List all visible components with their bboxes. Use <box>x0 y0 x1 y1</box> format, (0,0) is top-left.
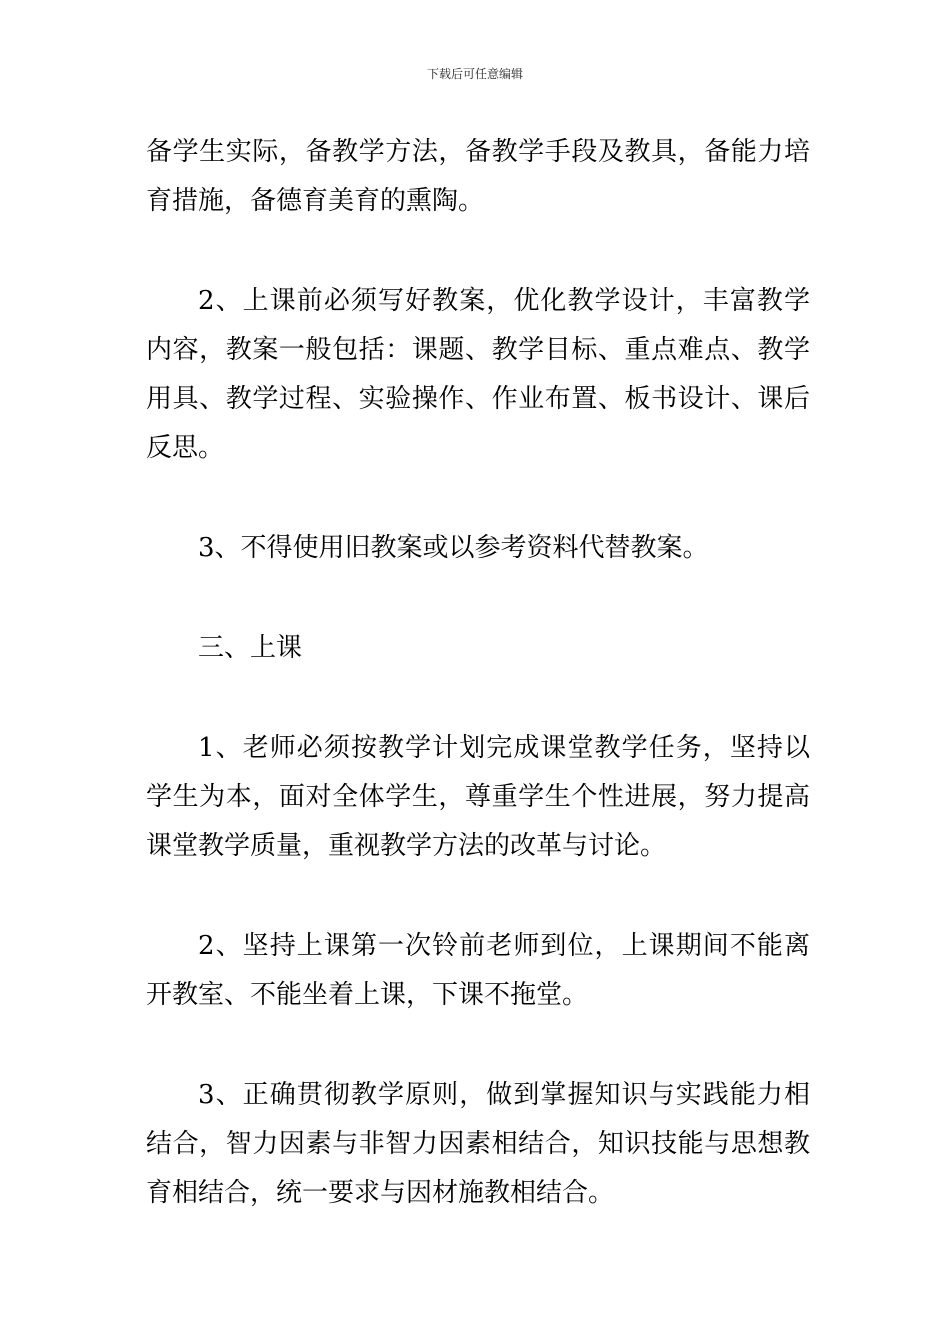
paragraph-punctuality: 2、坚持上课第一次铃前老师到位，上课期间不能离开教室、不能坐着上课，下课不拖堂。 <box>146 931 810 1010</box>
paragraph-no-old-plans: 3、不得使用旧教案或以参考资料代替教案。 <box>198 533 709 563</box>
page-header: 下载后可任意编辑 <box>426 67 523 81</box>
paragraph-teaching-tasks: 1、老师必须按教学计划完成课堂教学任务，坚持以学生为本，面对全体学生，尊重学生个性进展，努力提高课堂教学质量，重视教学方法的改革与讨论。 <box>146 733 810 861</box>
section-heading-class: 三、上课 <box>198 633 303 663</box>
document-body <box>146 128 810 1269</box>
paragraph-lesson-plan: 2、上课前必须写好教案，优化教学设计，丰富教学内容，教案一般包括：课题、教学目标、重点难点、教学用具、教学过程、实验操作、作业布置、板书设计、课后反思。 <box>146 286 810 463</box>
paragraph-preparation-continued: 备学生实际，备教学方法，备教学手段及教具，备能力培育措施，备德育美育的熏陶。 <box>146 137 810 216</box>
paragraph-teaching-principles: 3、正确贯彻教学原则，做到掌握知识与实践能力相结合，智力因素与非智力因素相结合，知识技能与思想教育相结合，统一要求与因材施教相结合。 <box>146 1080 810 1208</box>
